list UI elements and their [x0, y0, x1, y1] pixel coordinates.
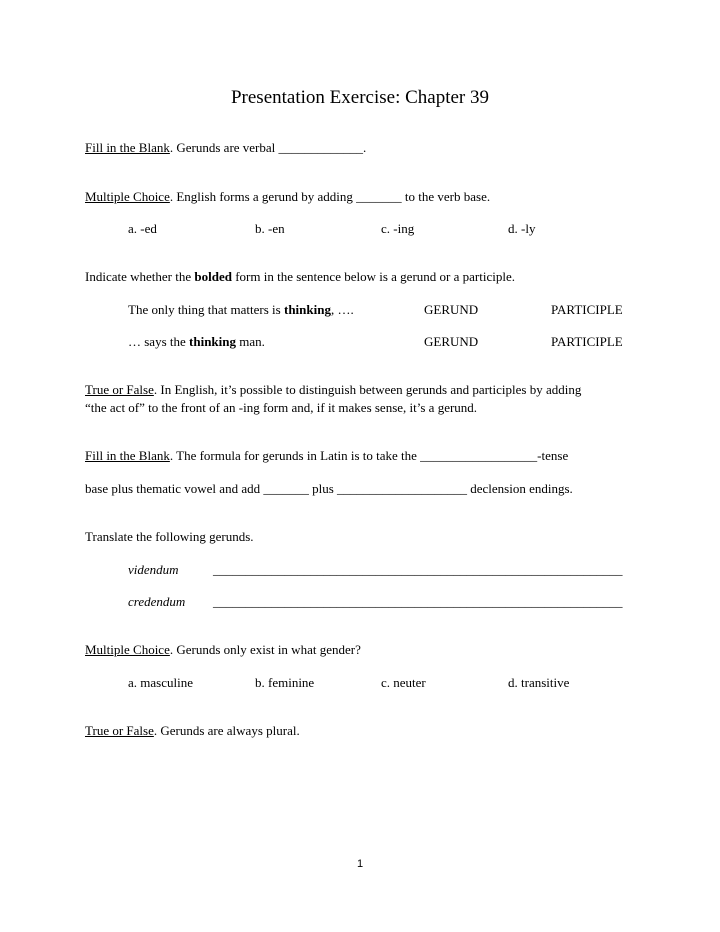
sentence-1	[128, 302, 354, 318]
sentence-text-end: man.	[236, 334, 265, 349]
question-translate: Translate the following gerunds.	[85, 529, 254, 544]
question-true-false-2	[85, 723, 300, 739]
choice-participle-2: PARTICIPLE	[551, 334, 623, 349]
question-type-label: Multiple Choice	[85, 642, 170, 657]
gerund-word-2: credendum	[128, 594, 186, 609]
question-text: Indicate whether the	[85, 269, 195, 284]
option-d: d. -ly	[508, 221, 536, 236]
option-b: b. -en	[255, 221, 285, 236]
page-number: 1	[356, 858, 364, 870]
question-fill-in-blank-2	[85, 448, 568, 464]
question-type-label: Fill in the Blank	[85, 140, 170, 155]
option-c: c. -ing	[381, 221, 415, 236]
bold-word: thinking	[189, 334, 237, 349]
question-text: . Gerunds are verbal _____________.	[169, 140, 367, 155]
choice-gerund-1: GERUND	[424, 302, 479, 317]
option-c: c. neuter	[381, 675, 426, 690]
question-text: . The formula for gerunds in Latin is to take the __________________-tense	[169, 448, 569, 463]
question-text: . English forms a gerund by adding _______ to the verb base.	[169, 189, 491, 204]
question-type-label: Fill in the Blank	[85, 448, 170, 463]
page-title: Presentation Exercise: Chapter 39	[230, 87, 489, 108]
sentence-text: … says the	[128, 334, 190, 349]
question-type-label: True or False	[85, 382, 154, 397]
question-multiple-choice-1	[85, 189, 490, 205]
bold-word: bolded	[194, 269, 232, 284]
question-text-line2: base plus thematic vowel and add _______ plus ____________________ declension endings.	[85, 481, 573, 496]
sentence-text-end: , ….	[330, 302, 354, 317]
bold-word: thinking	[283, 302, 331, 317]
question-text-end: form in the sentence below is a gerund or a participle.	[231, 269, 515, 284]
option-a: a. masculine	[128, 675, 193, 690]
question-type-label: True or False	[85, 723, 154, 738]
option-b: b. feminine	[255, 675, 315, 690]
question-type-label: Multiple Choice	[85, 189, 170, 204]
sentence-text: The only thing that matters is	[128, 302, 284, 317]
gerund-word-1: videndum	[128, 562, 179, 577]
option-a: a. -ed	[128, 221, 157, 236]
option-d: d. transitive	[508, 675, 570, 690]
answer-blank-2: _______________________________________________________________	[213, 594, 623, 609]
question-gerund-or-participle	[85, 269, 515, 285]
question-text: . Gerunds are always plural.	[153, 723, 300, 738]
question-text: . Gerunds only exist in what gender?	[169, 642, 361, 657]
sentence-2	[128, 334, 265, 350]
question-true-false-1	[85, 382, 581, 398]
question-text-line2: “the act of” to the front of an -ing form and, if it makes sense, it’s a gerund.	[85, 400, 478, 415]
question-fill-in-blank-1	[85, 140, 366, 156]
question-multiple-choice-2	[85, 642, 361, 658]
answer-blank-1: _______________________________________________________________	[213, 562, 623, 577]
choice-participle-1: PARTICIPLE	[551, 302, 623, 317]
question-text: . In English, it’s possible to distinguish between gerunds and participles by adding	[153, 382, 582, 397]
choice-gerund-2: GERUND	[424, 334, 479, 349]
